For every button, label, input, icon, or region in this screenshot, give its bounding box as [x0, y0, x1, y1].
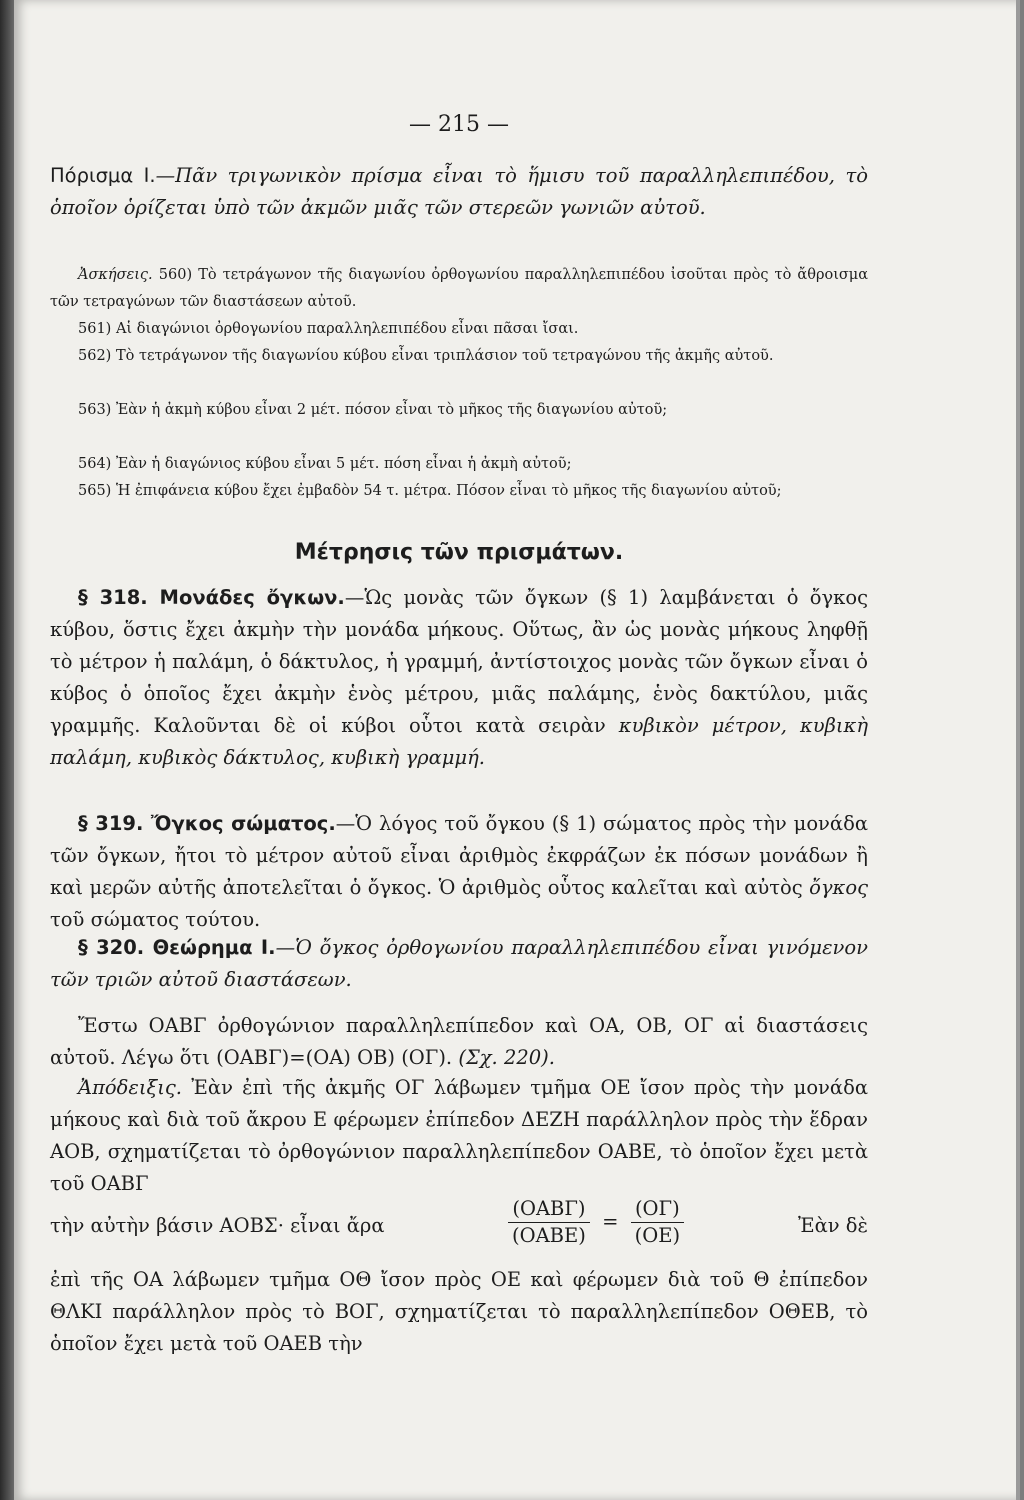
page-edge	[1016, 0, 1020, 1500]
exercise-564: 564) Ἐὰν ἡ διαγώνιος κύβου εἶναι 5 μέτ. πόση εἶναι ἡ ἀκμὴ αὐτοῦ;	[78, 456, 572, 472]
porisma-label: Πόρισμα Ι.	[50, 164, 156, 187]
fraction-volumes	[508, 1196, 590, 1249]
exercise-560	[50, 262, 868, 316]
fraction-denominator: (ΟΑΒΕ)	[512, 1224, 586, 1247]
figure-reference: (Σχ. 220).	[458, 1046, 555, 1069]
section-318-text: —Ὡς μονὰς τῶν ὄγκων (§ 1) λαμβάνεται ὁ ὄγκος κύβου, ὅστις ἔχει ἀκμὴν τὴν μονάδα μήκους. Οὕτως, ἂν ὡς μονὰς μήκους ληφθῇ τὸ μέτρον ἡ παλάμη, ὁ δάκτυλος, ἡ γραμμή, ἀντίστοιχος μονὰς τῶν ὄγκων εἶναι ὁ κύβος ὁ ὁποῖος ἔχει ἀκμὴν ἑνὸς μέτρου, μιᾶς παλάμης, ἑνὸς δακτύλου, μιᾶς γραμμῆς. Καλοῦνται δὲ οἱ κύβοι οὗτοι κατὰ σειρὰν	[50, 586, 868, 737]
section-heading: Μέτρησις τῶν πρισμάτων.	[294, 540, 624, 565]
fraction-numerator: (ΟΓ)	[631, 1196, 684, 1223]
proof-continuation: ἐπὶ τῆς ΟΑ λάβωμεν τμῆμα ΟΘ ἴσον πρὸς ΟΕ καὶ φέρωμεν διὰ τοῦ Θ ἐπίπεδον ΘΛΚΙ παράλληλον πρὸς τὸ ΒΟΓ, σχηματίζεται τὸ παραλληλεπίπεδον ΟΘΕΒ, τὸ ὁποῖον ἔχει μετὰ τοῦ ΟΑΕΒ τὴν	[50, 1268, 868, 1355]
fraction-denominator: (ΟΕ)	[634, 1224, 681, 1247]
proof-paragraph	[50, 1072, 868, 1200]
exercise-563: 563) Ἐὰν ἡ ἀκμὴ κύβου εἶναι 2 μέτ. πόσον εἶναι τὸ μῆκος τῆς διαγωνίου αὐτοῦ;	[78, 402, 668, 418]
page-number: — 215 —	[409, 112, 509, 137]
section-319-tail: τοῦ σώματος τούτου.	[50, 908, 261, 931]
section-320-text: —Ὁ ὄγκος ὀρθογωνίου παραλληλεπιπέδου εἶναι γινόμενον τῶν τριῶν αὐτοῦ διαστάσεων.	[50, 936, 868, 991]
exercise-560-text: 560) Τὸ τετράγωνον τῆς διαγωνίου ὀρθογωνίου παραλληλεπιπέδου ἰσοῦται πρὸς τὸ ἄθροισμα τῶν τετραγώνων τῶν διαστάσεων αὐτοῦ.	[50, 267, 868, 310]
book-binding	[0, 0, 14, 1500]
theorem-statement	[50, 1010, 868, 1074]
formula-left-text: τὴν αὐτὴν βάσιν ΑΟΒΣ· εἶναι ἄρα	[50, 1214, 385, 1237]
section-319-text: —Ὁ λόγος τοῦ ὄγκου (§ 1) σώματος πρὸς τὴν μονάδα τῶν ὄγκων, ἤτοι τὸ μέτρον αὐτοῦ εἶναι ἀριθμὸς ἐκφράζων ἐκ πόσων μονάδων ἢ καὶ μερῶν αὐτῆς ἀποτελεῖται ὁ ὄγκος. Ὁ ἀριθμὸς οὗτος καλεῖται καὶ αὐτὸς	[50, 812, 868, 899]
section-318-terms: κυβικὸν μέτρον, κυβικὴ παλάμη, κυβικὸς δάκτυλος, κυβικὴ γραμμή.	[50, 714, 869, 769]
proportion-formula	[502, 1196, 690, 1249]
fraction-edges	[631, 1196, 684, 1249]
proof-text-1: Ἐὰν ἐπὶ τῆς ἀκμῆς ΟΓ λάβωμεν τμῆμα ΟΕ ἴσον πρὸς τὴν μονάδα μήκους καὶ διὰ τοῦ ἄκρου Ε φέρωμεν ἐπίπεδον ΔΕΖΗ παράλληλον πρὸς τὴν ἕδραν ΑΟΒ, σχηματίζεται τὸ ὀρθογώνιον παραλληλεπίπεδον ΟΑΒΕ, τὸ ὁποῖον ἔχει μετὰ τοῦ ΟΑΒΓ	[50, 1076, 868, 1195]
exercise-561: 561) Αἱ διαγώνιοι ὀρθογωνίου παραλληλεπιπέδου εἶναι πᾶσαι ἴσαι.	[78, 321, 579, 337]
exercise-565: 565) Ἡ ἐπιφάνεια κύβου ἔχει ἐμβαδὸν 54 τ. μέτρα. Πόσον εἶναι τὸ μῆκος τῆς διαγωνίου αὐτοῦ;	[78, 483, 782, 499]
porisma-paragraph	[50, 160, 868, 224]
fraction-numerator: (ΟΑΒΓ)	[508, 1196, 590, 1223]
section-319-term: ὄγκος	[809, 876, 868, 899]
statement-text: Ἔστω ΟΑΒΓ ὀρθογώνιον παραλληλεπίπεδον καὶ ΟΑ, ΟΒ, ΟΓ αἱ διαστάσεις αὐτοῦ. Λέγω ὅτι (ΟΑΒΓ)=(ΟΑ) ΟΒ) (ΟΓ).	[50, 1014, 868, 1069]
section-318	[50, 582, 868, 774]
book-page	[14, 0, 1020, 1500]
equals-sign: =	[602, 1210, 619, 1233]
porisma-text: —Πᾶν τριγωνικὸν πρίσμα εἶναι τὸ ἥμισυ τοῦ παραλληλεπιπέδου, τὸ ὁποῖον ὁρίζεται ὑπὸ τῶν ἀκμῶν μιᾶς τῶν στερεῶν γωνιῶν αὐτοῦ.	[50, 164, 868, 219]
section-320-label: § 320. Θεώρημα Ι.	[78, 936, 276, 959]
proof-label: Ἀπόδειξις.	[78, 1076, 182, 1099]
formula-right-text: Ἐὰν δὲ	[797, 1214, 868, 1237]
exercises-label: Ἀσκήσεις.	[78, 267, 153, 283]
section-320	[50, 932, 868, 996]
section-319	[50, 808, 868, 936]
section-318-label: § 318. Μονάδες ὄγκων.	[78, 586, 345, 609]
section-319-label: § 319. Ὄγκος σώματος.	[78, 812, 336, 835]
exercise-562: 562) Τὸ τετράγωνον τῆς διαγωνίου κύβου εἶναι τριπλάσιον τοῦ τετραγώνου τῆς ἀκμῆς αὐτοῦ.	[78, 348, 774, 364]
